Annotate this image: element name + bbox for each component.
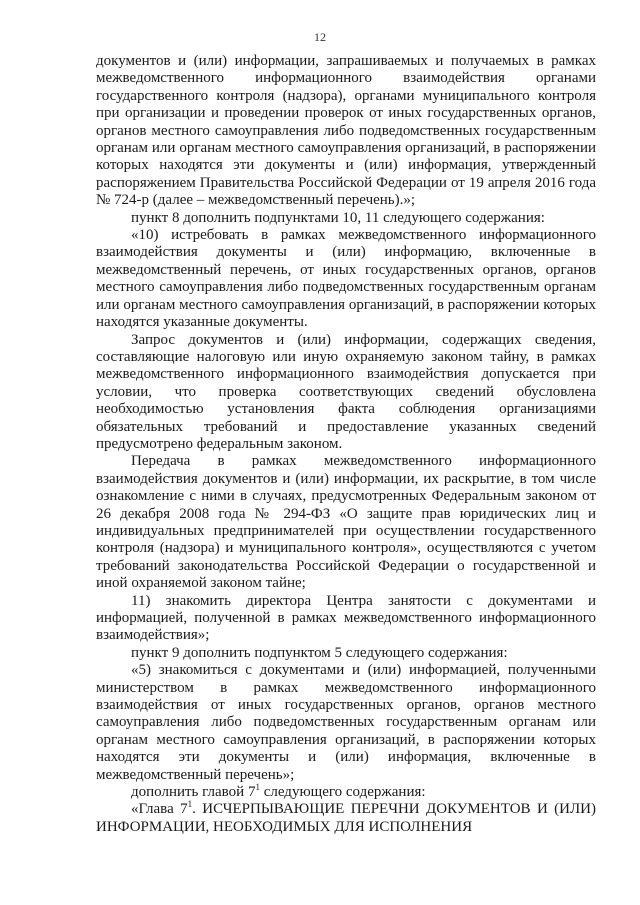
paragraph-item-9-intro: пункт 9 дополнить подпунктом 5 следующего содержания: xyxy=(131,644,508,661)
paragraph-subitem-11: 11) знакомить директора Центра занятости с документами и информацией, полученной в рамках межведомственного информационного взаимодействия»; xyxy=(96,592,596,644)
chapter-intro-text-after: следующего содержания: xyxy=(259,784,426,801)
chapter-heading-text: «Глава 7 xyxy=(131,801,188,818)
paragraph-item-8-intro: пункт 8 дополнить подпунктами 10, 11 следующего содержания: xyxy=(131,209,545,226)
chapter-heading-title: . ИСЧЕРПЫВАЮЩИЕ ПЕРЕЧНИ ДОКУМЕНТОВ И (ИЛИ) ИНФОРМАЦИИ, НЕОБХОДИМЫХ ДЛЯ ИСПОЛНЕНИЯ xyxy=(96,801,596,835)
chapter-heading-sup: 1 xyxy=(187,799,193,810)
paragraph-list-definition: документов и (или) информации, запрашиваемых и получаемых в рамках межведомственного информационного взаимодействия органами государственного контроля (надзора), органами муниципального контроля при организации и проведении проверок от иных государственных органов, органов местного самоуправления либо подведомственных государственным органам или органам местного самоуправления организаций, в распоряжении которых находятся эти документы и (или) информация, утвержденный распоряжением Правительства Российской Федерации от 19 апреля 2016 года № 724-р (далее – межведомственный перечень).»; xyxy=(96,53,596,209)
chapter-intro-text: дополнить главой 7 xyxy=(131,784,256,801)
document-body xyxy=(96,53,596,836)
chapter-intro-sup: 1 xyxy=(255,782,260,793)
paragraph-chapter-intro xyxy=(96,784,596,801)
chapter-heading xyxy=(96,801,596,836)
page-number: 12 xyxy=(314,30,326,44)
paragraph-transfer-documents: Передача в рамках межведомственного информационного взаимодействия документов и (или) информации, их раскрытие, в том числе ознакомление с ними в случаях, предусмотренных Федеральным законом от 26 декабря 2008 года № 294-ФЗ «О защите прав юридических лиц и индивидуальных предпринимателей при осуществлении государственного контроля (надзора) и муниципального контроля», осуществляются с учетом требований законодательства Российской Федерации о государственной и иной охраняемой законом тайне; xyxy=(96,453,596,592)
paragraph-request-documents: Запрос документов и (или) информации, содержащих сведения, составляющие налоговую или иную охраняемую законом тайну, в рамках межведомственного информационного взаимодействия допускается при условии, что проверка соответствующих сведений обусловлена необходимостью установления факта соблюдения организациями обязательных требований и предоставление указанных сведений предусмотрено федеральным законом. xyxy=(96,331,596,452)
paragraph-subitem-10: «10) истребовать в рамках межведомственного информационного взаимодействия документы и (или) информацию, включенные в межведомственный перечень, от иных государственных органов, органов местного самоуправления либо подведомственных государственным органам или органам местного самоуправления организаций, в распоряжении которых находятся указанные документы. xyxy=(96,227,596,331)
paragraph-subitem-5: «5) знакомиться с документами и (или) информацией, полученными министерством в рамках межведомственного информационного взаимодействия от иных государственных органов, органов местного самоуправления либо подведомственных государственным органам или органам местного самоуправления организаций, в распоряжении которых находятся эти документы и (или) информация, включенные в межведомственный перечень»; xyxy=(96,662,596,783)
